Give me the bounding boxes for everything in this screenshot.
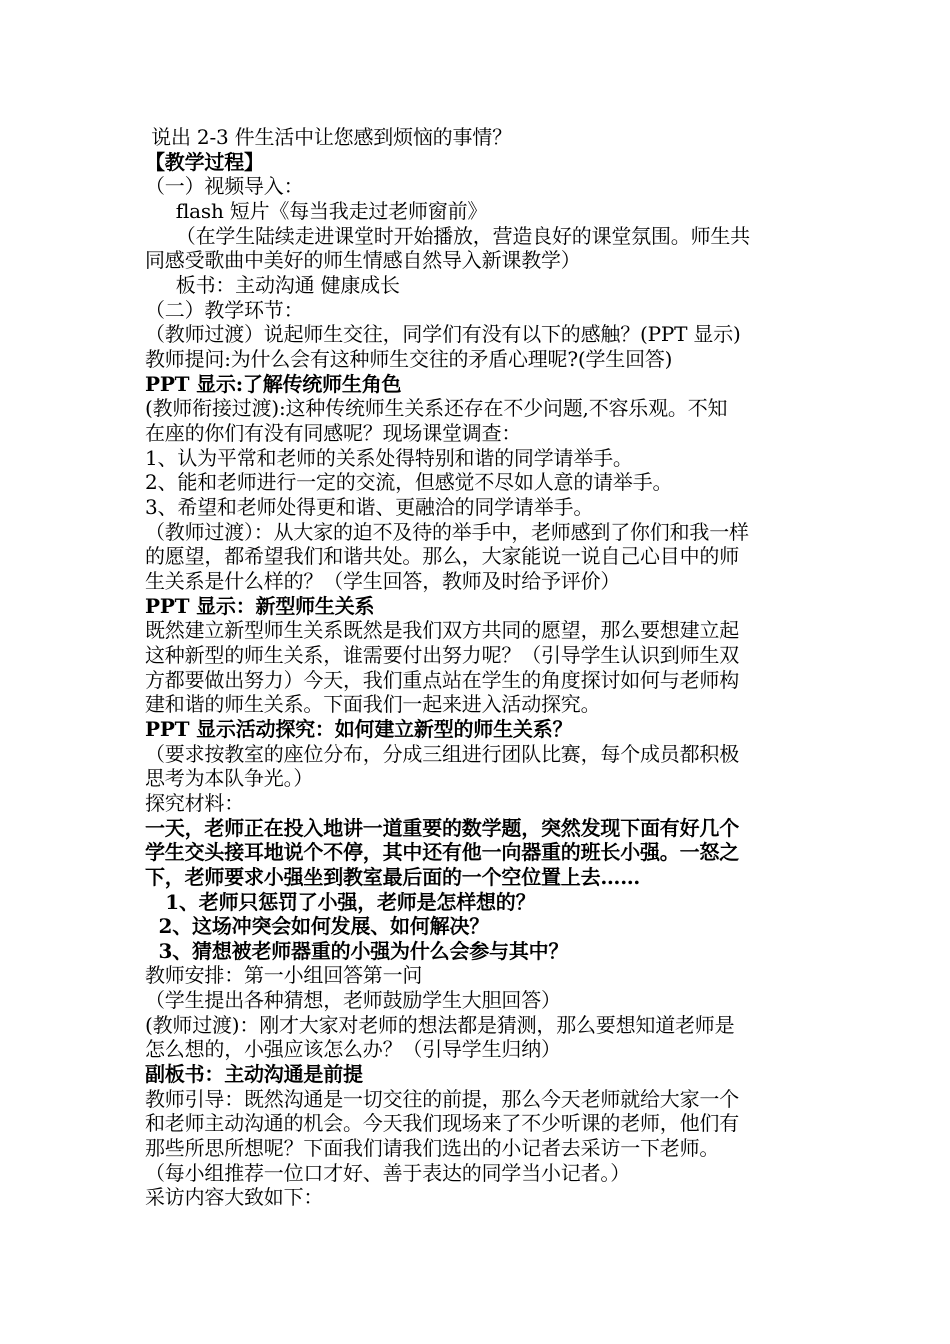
text-line: 这种新型的师生关系，谁需要付出努力呢？（引导学生认识到师生双 [145,642,739,667]
text-line: 既然建立新型师生关系既然是我们双方共同的愿望，那么要想建立起 [145,618,739,643]
text-line: 教师提问:为什么会有这种师生交往的矛盾心理呢?(学生回答) [145,346,673,371]
text-line: （每小组推荐一位口才好、善于表达的同学当小记者。） [145,1160,630,1185]
bold-text-line: 下，老师要求小强坐到教室最后面的一个空位置上去…… [145,864,640,889]
bold-text-line: 学生交头接耳地说个不停，其中还有他一向器重的班长小强。一怒之 [145,840,739,865]
text-line: 的愿望，都希望我们和谐共处。那么，大家能说一说自己心目中的师 [145,544,739,569]
text-line: flash 短片《每当我走过老师窗前》 [145,199,488,223]
text-line: （在学生陆续走进课堂时开始播放，营造良好的课堂氛围。师生共 [145,223,750,248]
bold-text-line: PPT 显示：新型师生关系 [145,593,375,618]
text-line: （教师过渡）：从大家的迫不及待的举手中，老师感到了你们和我一样 [145,519,749,544]
text-line: 3、希望和老师处得更和谐、更融洽的同学请举手。 [145,494,594,519]
bold-text-line: 一天，老师正在投入地讲一道重要的数学题，突然发现下面有好几个 [145,815,739,840]
text-line: 教师安排：第一小组回答第一问 [145,963,423,988]
text-line: 在座的你们有没有同感呢？现场课堂调查： [145,420,522,445]
bold-text-line: 副板书：主动沟通是前提 [145,1062,363,1087]
text-line: 说出 2-3 件生活中让您感到烦恼的事情？ [145,125,512,149]
text-line: 怎么想的，小强应该怎么办？（引导学生归纳） [145,1037,561,1062]
text-line: (教师过渡)：刚才大家对老师的想法都是猜测，那么要想知道老师是 [145,1012,735,1037]
bold-text-line: PPT 显示:了解传统师生角色 [145,371,402,396]
bold-text-line: 【教学过程】 [145,149,264,174]
text-line: （一）视频导入： [145,174,304,199]
text-line: 和老师主动沟通的机会。今天我们现场来了不少听课的老师，他们有 [145,1111,739,1136]
text-line: 方都要做出努力）今天，我们重点站在学生的角度探讨如何与老师构 [145,667,739,692]
text-line: （要求按教室的座位分布，分成三组进行团队比赛，每个成员都积极 [145,741,739,766]
text-line: 1、认为平常和老师的关系处得特别和谐的同学请举手。 [145,445,633,470]
text-line: 教师引导：既然沟通是一切交往的前提，那么今天老师就给大家一个 [145,1086,739,1111]
text-line: 采访内容大致如下： [145,1185,324,1210]
text-line: （学生提出各种猜想，老师鼓励学生大胆回答） [145,988,561,1013]
text-line: 2、能和老师进行一定的交流，但感觉不尽如人意的请举手。 [145,470,673,495]
text-line: 生关系是什么样的？（学生回答，教师及时给予评价） [145,568,621,593]
text-line: (教师衔接过渡):这种传统师生关系还存在不少问题,不容乐观。不知 [145,396,728,421]
text-line: 思考为本队争光。） [145,766,314,791]
bold-text-line: PPT 显示活动探究：如何建立新型的师生关系？ [145,716,573,741]
text-line: （二）教学环节： [145,297,304,322]
text-line: 那些所思所想呢？下面我们请我们选出的小记者去采访一下老师。 [145,1136,720,1161]
text-line: 同感受歌曲中美好的师生情感自然导入新课教学） [145,248,581,273]
text-line: 板书：主动沟通 健康成长 [145,273,400,297]
text-line: （教师过渡）说起师生交往，同学们有没有以下的感触？(PPT 显示) [145,322,741,347]
bold-text-line: 1、老师只惩罚了小强，老师是怎样想的？ [145,889,536,914]
bold-text-line: 2、这场冲突会如何发展、如何解决？ [145,914,490,939]
text-line: 建和谐的师生关系。下面我们一起来进入活动探究。 [145,692,601,717]
text-line: 探究材料： [145,790,244,815]
bold-text-line: 3、猜想被老师器重的小强为什么会参与其中？ [145,938,569,963]
